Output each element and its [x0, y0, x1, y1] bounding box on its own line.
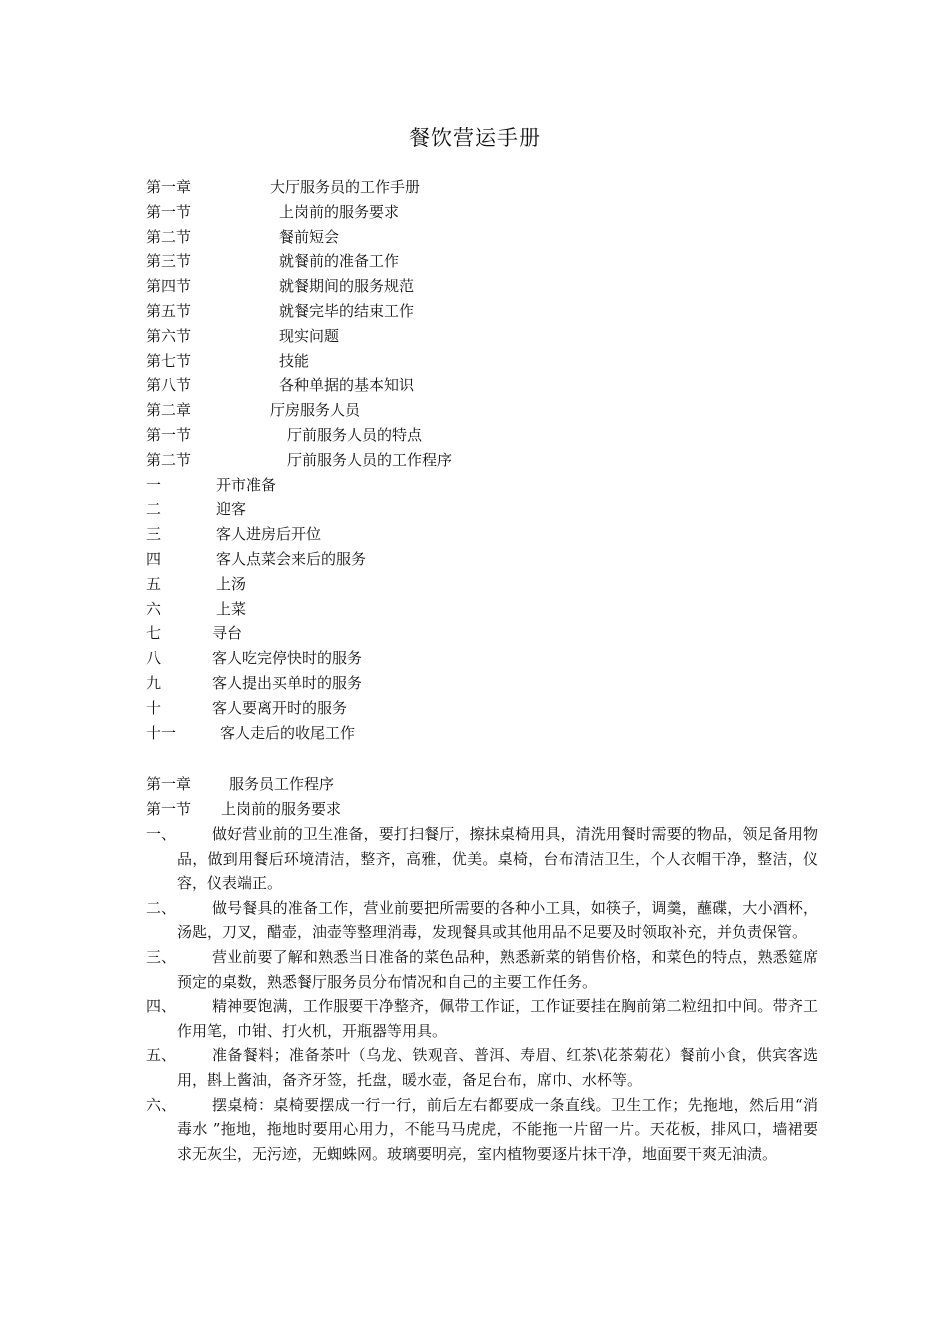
toc-entry-title: 客人点菜会来后的服务 [216, 549, 367, 568]
toc-entry [146, 473, 826, 498]
toc-entry [146, 299, 826, 324]
toc-entry-number: 八 [146, 649, 162, 668]
toc-entry [146, 497, 826, 522]
toc-entry [146, 696, 826, 721]
toc-entry-number: 第二章 [146, 401, 192, 420]
toc-entry [146, 448, 826, 473]
toc-entry-title: 大厅服务员的工作手册 [270, 178, 421, 196]
toc-entry [146, 597, 826, 622]
requirement-number: 一、 [146, 825, 177, 843]
toc-entry-number: 十 [146, 698, 162, 717]
toc-entry-title: 迎客 [216, 500, 247, 519]
requirement-number: 四、 [146, 997, 177, 1016]
requirement-item [146, 1093, 818, 1167]
toc-entry-number: 三 [146, 525, 162, 544]
toc-entry [146, 547, 826, 572]
requirement-item [146, 896, 818, 945]
toc-entry-title: 上菜 [216, 599, 247, 618]
toc-entry-title: 厅房服务人员 [270, 401, 361, 420]
toc-entry-title: 厅前服务人员的工作程序 [287, 450, 453, 469]
toc-entry-number: 七 [146, 624, 162, 643]
toc-entry-title: 上汤 [216, 574, 247, 593]
toc-entry [146, 274, 826, 299]
toc-entry [146, 398, 826, 423]
requirement-number: 二、 [146, 898, 177, 917]
toc-entry-title: 寻台 [212, 624, 243, 643]
toc-entry-number: 第七节 [146, 351, 192, 370]
requirement-number: 三、 [146, 947, 177, 966]
toc-entry [146, 175, 826, 200]
requirement-item [146, 1043, 818, 1092]
section-heading [146, 797, 826, 822]
toc-entry-title: 客人走后的收尾工作 [220, 723, 356, 742]
toc-entry-title: 开市准备 [216, 475, 277, 494]
toc-entry-number: 第二节 [146, 450, 192, 469]
toc-entry-number: 二 [146, 500, 162, 519]
toc-entry [146, 349, 826, 374]
toc-entry-number: 四 [146, 549, 162, 568]
chapter-title: 服务员工作程序 [229, 775, 335, 793]
toc-entry-number: 第四节 [146, 277, 192, 296]
toc-entry [146, 572, 826, 597]
toc-entry-number: 第一节 [146, 202, 192, 221]
requirement-text: 做号餐具的准备工作，营业前要把所需要的各种小工具，如筷子，调羹，蘸碟，大小酒杯，汤匙，刀叉，醋壶，油壶等整理消毒，发现餐具或其他用品不足要及时领取补充，并负责保管。 [177, 898, 818, 942]
toc-entry-title: 技能 [279, 351, 310, 370]
toc-entry-number: 第五节 [146, 301, 192, 320]
toc-entry-number: 第一章 [146, 178, 192, 196]
requirements-list [146, 822, 818, 1166]
toc-entry-number: 第二节 [146, 227, 192, 246]
toc-entry-number: 五 [146, 574, 162, 593]
toc-entry-title: 上岗前的服务要求 [279, 202, 400, 221]
toc-entry-number: 十一 [146, 723, 177, 742]
requirement-item [146, 945, 818, 994]
section-title: 上岗前的服务要求 [221, 799, 342, 818]
toc-entry-number: 六 [146, 599, 162, 618]
toc-entry [146, 324, 826, 349]
toc-entry [146, 373, 826, 398]
requirement-item [146, 994, 818, 1043]
toc-entry-title: 各种单据的基本知识 [279, 376, 415, 395]
requirement-text: 营业前要了解和熟悉当日准备的菜色品种，熟悉新菜的销售价格，和菜色的特点，熟悉筵席预定的桌数，熟悉餐厅服务员分布情况和自己的主要工作任务。 [177, 947, 818, 991]
toc-entry-number: 第一节 [146, 425, 192, 444]
toc-entry-title: 客人吃完停快时的服务 [212, 649, 363, 668]
document-title: 餐饮营运手册 [409, 126, 541, 150]
chapter-heading-block [146, 772, 826, 822]
requirement-number: 五、 [146, 1046, 177, 1065]
toc-entry [146, 621, 826, 646]
requirement-text: 摆桌椅：桌椅要摆成一行一行，前后左右都要成一条直线。卫生工作；先拖地，然后用“消毒水 ”拖地，拖地时要用心用力，不能马马虎虎，不能拖一片留一片。天花板，排风口，墙裙要求无灰尘，无污迹，无蜘蛛网。玻璃要明亮，室内植物要逐片抹干净，地面要干爽无油渍。 [177, 1095, 818, 1163]
toc-entry [146, 721, 826, 746]
toc-entry-number: 第三节 [146, 252, 192, 271]
requirement-text: 做好营业前的卫生准备，要打扫餐厅，擦抹桌椅用具，清洗用餐时需要的物品，领足备用物品，做到用餐后环境清洁，整齐，高雅，优美。桌椅，台布清洁卫生，个人衣帽干净，整洁，仪容，仪表端正。 [177, 825, 818, 893]
requirement-number: 六、 [146, 1095, 177, 1114]
toc-entry-number: 一 [146, 475, 162, 494]
table-of-contents [146, 175, 826, 745]
toc-entry [146, 200, 826, 225]
toc-entry [146, 646, 826, 671]
toc-entry-title: 就餐前的准备工作 [279, 252, 400, 271]
chapter-number: 第一章 [146, 775, 192, 793]
toc-entry-title: 现实问题 [279, 326, 340, 345]
section-number: 第一节 [146, 799, 192, 818]
requirement-text: 准备餐料；准备茶叶（乌龙、铁观音、普洱、寿眉、红茶\花茶菊花）餐前小食，供宾客选用，斟上酱油，备齐牙签，托盘，暖水壶，备足台布，席巾、水杯等。 [177, 1046, 818, 1089]
toc-entry-title: 就餐期间的服务规范 [279, 277, 415, 296]
chapter-heading [146, 772, 826, 797]
toc-entry-title: 客人提出买单时的服务 [212, 673, 363, 692]
toc-entry-number: 第八节 [146, 376, 192, 395]
toc-entry [146, 522, 826, 547]
toc-entry [146, 671, 826, 696]
toc-entry-number: 九 [146, 673, 162, 692]
requirement-item [146, 822, 818, 896]
toc-entry-title: 就餐完毕的结束工作 [279, 301, 415, 320]
toc-entry [146, 249, 826, 274]
toc-entry [146, 423, 826, 448]
toc-entry [146, 225, 826, 250]
requirement-text: 精神要饱满，工作服要干净整齐，佩带工作证，工作证要挂在胸前第二粒纽扣中间。带齐工作用笔，巾钳、打火机，开瓶器等用具。 [177, 997, 818, 1040]
toc-entry-title: 厅前服务人员的特点 [287, 425, 423, 444]
toc-entry-title: 客人进房后开位 [216, 525, 322, 544]
toc-entry-title: 餐前短会 [279, 227, 340, 246]
toc-entry-title: 客人要离开时的服务 [212, 698, 348, 717]
toc-entry-number: 第六节 [146, 326, 192, 345]
